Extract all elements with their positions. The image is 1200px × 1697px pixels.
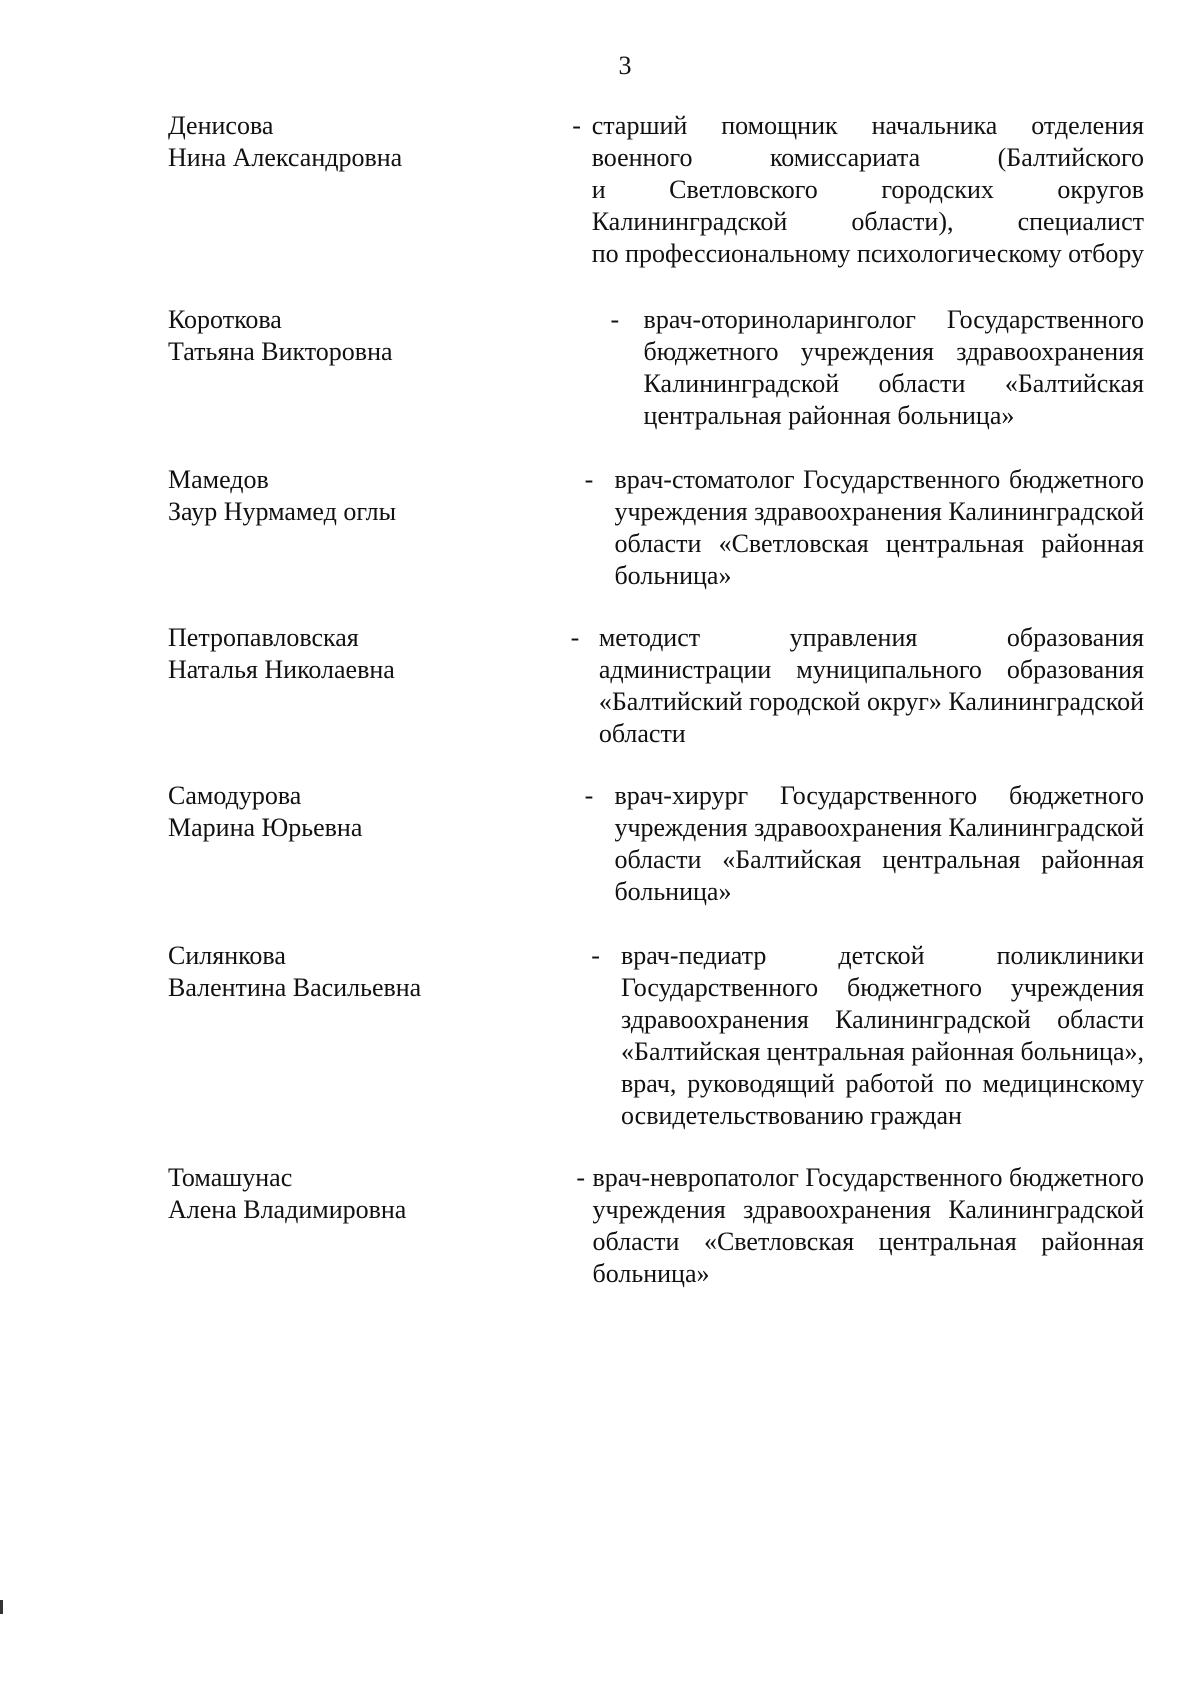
member-name <box>168 1162 406 1226</box>
position-line: больница» <box>614 877 732 906</box>
member-name <box>168 622 401 686</box>
member-given-names: Алена Владимировна <box>168 1195 407 1224</box>
position-line: бюджетного учреждения здравоохранения <box>643 337 1144 366</box>
member-given-names: Татьяна Викторовна <box>168 337 393 366</box>
position-line: области «Светловская центральная районная <box>614 529 1144 558</box>
page-number: 3 <box>618 51 632 80</box>
position-line: врач-стоматолог Государственного бюджетного <box>614 465 1144 494</box>
separator-dash: - <box>591 941 600 970</box>
member-surname: Денисова <box>168 111 274 140</box>
position-line: освидетельствованию граждан <box>621 1101 962 1130</box>
position-line: учреждения здравоохранения Калининградской <box>614 497 1144 526</box>
position-line: врач-хирург Государственного бюджетного <box>614 781 1144 810</box>
separator-dash: - <box>570 623 580 652</box>
member-surname: Мамедов <box>168 465 269 494</box>
member-position <box>614 464 1144 592</box>
position-line: области «Балтийская центральная районная <box>614 845 1144 874</box>
position-line: врач, руководящий работой по медицинскому <box>621 1069 1144 1098</box>
member-position <box>644 304 1144 432</box>
member-name <box>168 940 421 1004</box>
member-surname: Короткова <box>168 305 282 334</box>
member-name <box>168 780 415 844</box>
position-line: и Светловского городских округов <box>591 175 1144 204</box>
separator-dash: - <box>576 1163 586 1192</box>
position-line: старший помощник начальника отделения <box>591 111 1144 140</box>
position-line: больница» <box>592 1259 710 1288</box>
member-position <box>592 110 1144 270</box>
position-line: области <box>598 719 686 748</box>
position-line: Калининградской области), специалист <box>591 207 1144 236</box>
member-surname: Томашунас <box>168 1163 293 1192</box>
member-surname: Петропавловская <box>168 623 359 652</box>
member-given-names: Наталья Николаевна <box>168 655 395 684</box>
position-line: Калининградской области «Балтийская <box>643 369 1144 398</box>
position-line: администрации муниципального образования <box>598 655 1144 684</box>
member-entry <box>168 1162 1144 1322</box>
member-position <box>593 1162 1144 1290</box>
separator-dash: - <box>584 781 594 810</box>
position-line: врач-невропатолог Государственного бюджетного <box>592 1163 1144 1192</box>
position-line: области «Светловская центральная районная <box>592 1227 1144 1256</box>
member-entry <box>168 304 1144 464</box>
member-name <box>168 110 402 174</box>
member-entry <box>168 110 1144 304</box>
member-entry <box>168 940 1144 1162</box>
position-line: учреждения здравоохранения Калининградской <box>592 1195 1144 1224</box>
position-line: военного комиссариата (Балтийского <box>591 143 1144 172</box>
position-line: учреждения здравоохранения Калининградской <box>614 813 1144 842</box>
separator-dash: - <box>610 305 620 334</box>
member-name <box>168 464 415 528</box>
member-name <box>168 304 441 368</box>
position-line: врач-педиатр детской поликлиники <box>621 941 1144 970</box>
position-line: здравоохранения Калининградской области <box>621 1005 1144 1034</box>
member-position <box>621 940 1144 1132</box>
member-given-names: Заур Нурмамед оглы <box>168 497 397 526</box>
position-line: Государственного бюджетного учреждения <box>621 973 1144 1002</box>
separator-dash: - <box>584 465 594 494</box>
position-line: центральная районная больница» <box>643 401 1015 430</box>
member-entry <box>168 464 1144 622</box>
position-line: по профессиональному психологическому отбору <box>591 239 1144 268</box>
member-given-names: Нина Александровна <box>168 143 403 172</box>
member-entry <box>168 622 1144 780</box>
member-position <box>614 780 1144 908</box>
member-entry <box>168 780 1144 940</box>
position-line: методист управления образования <box>598 623 1144 652</box>
separator-dash: - <box>572 111 581 140</box>
position-line: «Балтийская центральная районная больница», <box>621 1037 1144 1066</box>
position-line: «Балтийский городской округ» Калининградской <box>598 687 1144 716</box>
member-surname: Самодурова <box>168 781 302 810</box>
scan-edge-mark <box>0 1600 3 1614</box>
member-given-names: Валентина Васильевна <box>168 973 422 1002</box>
member-given-names: Марина Юрьевна <box>168 813 363 842</box>
commission-members-list <box>168 110 1144 1322</box>
member-surname: Силянкова <box>168 941 286 970</box>
position-line: врач-оториноларинголог Государственного <box>643 305 1144 334</box>
member-position <box>599 622 1144 750</box>
position-line: больница» <box>614 561 732 590</box>
